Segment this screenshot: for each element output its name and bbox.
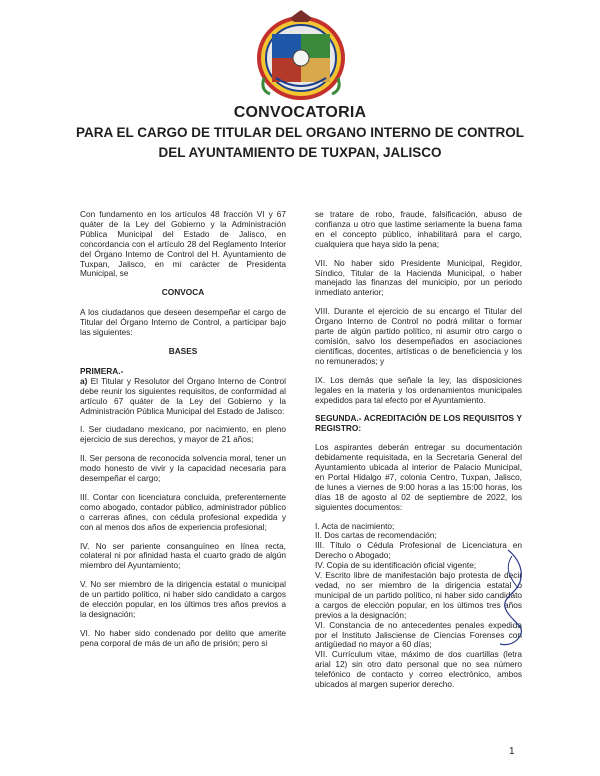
document-item: VII. Currículum vitae, máximo de dos cuartillas (letra arial 12) sin otro dato personal que no sea número telefónico de contacto y correo electrónico, ambos ubicados al margen superior derecho. xyxy=(315,649,522,690)
requirement-item: VII. No haber sido Presidente Municipal, Regidor, Síndico, Titular de la Hacienda Municipal, o haber manejado las finanzas del municipio, por un periodo inmediato anterior; xyxy=(315,257,522,298)
document-item: VI. Constancia de no antecedentes penales expedida por el Instituto Jalisciense de Ciencias Forenses con antigüedad no mayor a 60 días; xyxy=(315,619,522,650)
invite-paragraph: A los ciudadanos que deseen desempeñar el cargo de Titular del Órgano Interno de Control, a participar bajo las siguientes: xyxy=(80,307,286,338)
segunda-heading: SEGUNDA.- ACREDITACIÓN DE LOS REQUISITOS Y REGISTRO: xyxy=(315,413,522,434)
segunda-paragraph: Los aspirantes deberán entregar su documentación debidamente requisitada, en la Secretaria General del Ayuntamiento ubicada al interior de Palacio Municipal, en Portal Hidalgo #7, colonia Centro, Tuxpan, Jalisco, de lunes a viernes de 9:00 horas a las 15:00 horas, los días 18 de agosto al 02 de septiembre de 2022, los siguientes documentos: xyxy=(315,442,522,512)
document-subtitle-2: DEL AYUNTAMIENTO DE TUXPAN, JALISCO xyxy=(158,145,442,160)
requirement-item: VIII. Durante el ejercicio de su encargo el Titular del Órgano Interno de Control no podrá militar o formar parte de algún partido político, ni asumir otro cargo o comisión, salvo los desempeñados en asociaciones científicas, docentes, artísticas o de beneficiencia y los no remunerados; y xyxy=(315,306,522,366)
requirement-item: IX. Los demás que señale la ley, las disposiciones legales en la materia y los ordenamientos municipales expedidos para tal efecto por el Ayuntamiento. xyxy=(315,374,522,405)
document-subtitle-1: PARA EL CARGO DE TITULAR DEL ORGANO INTERNO DE CONTROL xyxy=(75,125,524,140)
document-item: IV. Copia de su identificación oficial vigente; xyxy=(315,560,477,571)
document-title: CONVOCATORIA xyxy=(233,104,367,121)
clause-a xyxy=(80,377,286,417)
intro-paragraph: Con fundamento en los artículos 48 fracción VI y 67 quáter de la Ley del Gobierno y la Administración Pública Municipal del Estado de Jalisco, en concordancia con el artículo 28 del Reglamento Interior del Órgano Interno de Control del H. Ayuntamiento de Tuxpan, Jalisco, en mi carácter de Presidenta Municipal, se xyxy=(80,209,286,279)
document-item: III. Título o Cédula Profesional de Licenciatura en Derecho o Abogado; xyxy=(315,540,522,561)
document-item: V. Escrito libre de manifestación bajo protesta de decir vedad, no ser miembro de la dirigencia estatal o municipal de un partido político, ni haber sido candidato a cargos de elección popular, en los últimos tres años previos a la designación; xyxy=(315,570,522,620)
requirement-item: V. No ser miembro de la dirigencia estatal o municipal de un partido político, ni haber sido candidato a cargos de elección popular, en los últimos tres años previos a la designación; xyxy=(80,579,286,619)
requirement-item: IV. No ser pariente consanguíneo en línea recta, colateral ni por afinidad hasta el cuarto grado de algún miembro del Ayuntamiento; xyxy=(80,540,286,571)
requirement-item: se tratare de robo, fraude, falsificación, abuso de confianza u otro que lastime seriamente la buena fama en el concepto público, inhabilitará para el cargo, cualquiera que haya sido la pena; xyxy=(315,209,522,249)
left-column xyxy=(80,210,286,658)
municipal-seal-logo xyxy=(256,8,346,100)
requirement-item: III. Contar con licenciatura concluida, preferentemente como abogado, contador público, administrador público o carreras afines, con cédula profesional expedida y con al menos dos años de experiencia profesional; xyxy=(80,491,286,532)
clause-a-label: a) xyxy=(80,375,88,386)
requirement-item: II. Ser persona de reconocida solvencia moral, tener un modo honesto de vivir y la capacidad necesaria para desempeñar el cargo; xyxy=(80,453,286,484)
page-number: 1 xyxy=(509,746,515,757)
requirement-item: VI. No haber sido condenado por delito que amerite pena corporal de más de un año de prisión; pero si xyxy=(80,627,286,648)
signature-mark xyxy=(460,548,530,648)
primera-heading: PRIMERA.- xyxy=(80,365,124,376)
convoca-heading: CONVOCA xyxy=(161,287,205,298)
bases-heading: BASES xyxy=(168,345,198,356)
requirement-item: I. Ser ciudadano mexicano, por nacimiento, en pleno ejercicio de sus derechos, y mayor de 21 años; xyxy=(80,424,286,445)
document-item: II. Dos cartas de recomendación; xyxy=(315,530,437,541)
clause-a-text: El Titular y Resolutor del Órgano Interno de Control debe reunir los siguientes requisitos, de conformidad al artículo 67 quáter de la Ley del Gobierno y la Administración Pública Municipal del Estado de Jalisco: xyxy=(80,375,287,416)
document-item: I. Acta de nacimiento; xyxy=(315,520,395,531)
